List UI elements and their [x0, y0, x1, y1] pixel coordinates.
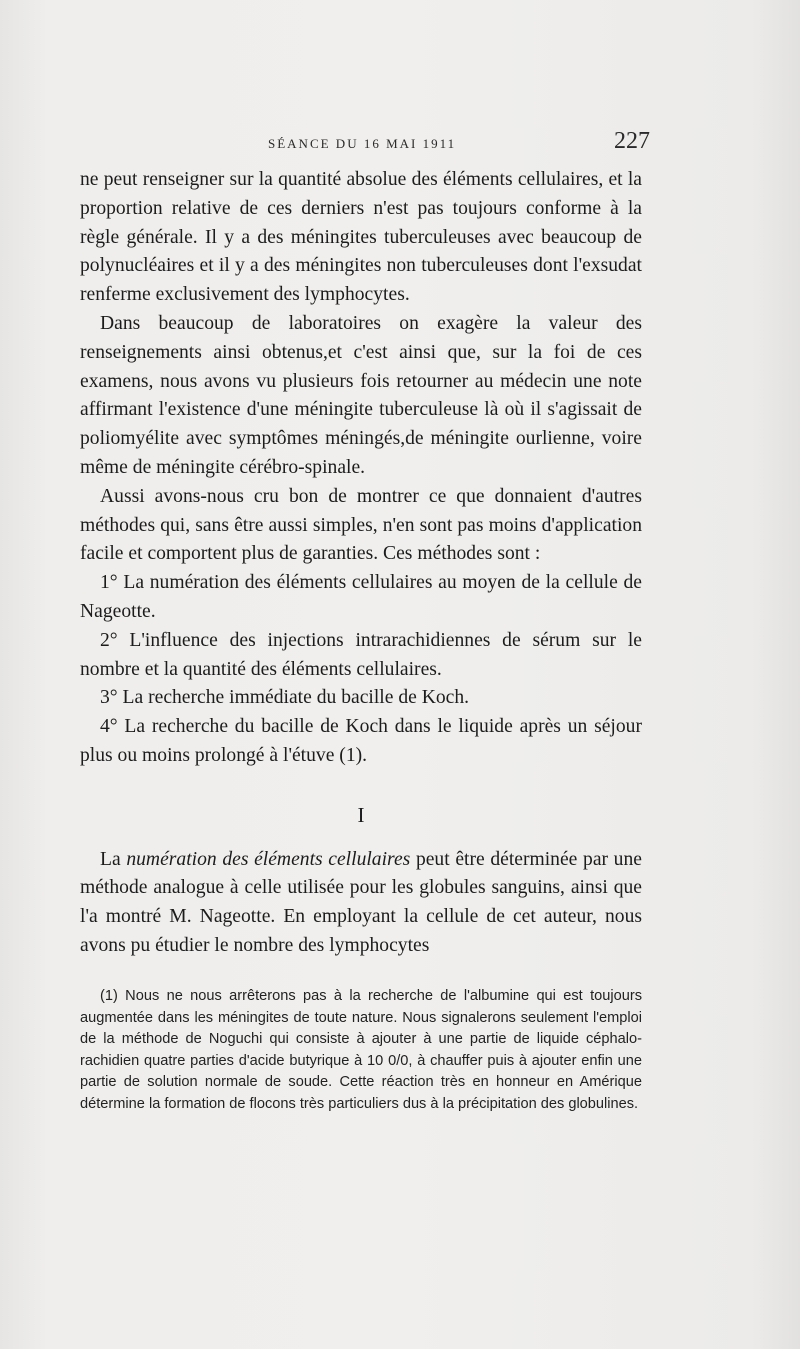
page-number: 227 [614, 128, 650, 154]
method-item-4: 4° La recherche du bacille de Koch dans le liquide après un séjour plus ou moins prolongé à l'étuve (1). [80, 716, 642, 766]
footnote-1: (1) Nous ne nous arrêterons pas à la recherche de l'albumine qui est toujours augmentée dans les méningites de toute nature. Nous signalerons seulement l'emploi de la méthode de Noguchi qui consiste à ajouter à une partie de liquide céphalo-rachidien quatre parties d'acide butyrique à 10 0/0, à chauffer puis à ajouter enfin une partie de solution normale de soude. Cette réaction très en honneur en Amérique détermine la formation de flocons très particuliers dus à la précipitation des globulines. [80, 988, 642, 1112]
paragraph-4 [80, 846, 642, 961]
method-item-1: 1° La numération des éléments cellulaires au moyen de la cellule de Nageotte. [80, 572, 642, 622]
running-head [80, 128, 650, 164]
footnotes [80, 986, 642, 1116]
paragraph-3: Aussi avons-nous cru bon de montrer ce que donnaient d'autres méthodes qui, sans être aussi simples, n'en sont pas moins d'application facile et comportent plus de garanties. Ces méthodes sont : [80, 485, 642, 565]
main-text [80, 166, 642, 961]
paragraph-4-rest: peut être déterminée par une méthode analogue à celle utilisée pour les globules sanguins, ainsi que l'a montré M. Nageotte. En employant la cellule de cet auteur, nous avons pu étudier le nombre des lymphocytes [80, 848, 642, 956]
method-item-2: 2° L'influence des injections intrarachidiennes de sérum sur le nombre et la quantité des éléments cellulaires. [80, 629, 642, 680]
paragraph-4-start: La [100, 848, 121, 870]
paragraph-2: Dans beaucoup de laboratoires on exagère la valeur des renseignements ainsi obtenus,et c'est ainsi que, sur la foi de ces examens, nous avons vu plusieurs fois retourner au médecin une note affirmant l'existence d'une méningite tuberculeuse là où il s'agissait de poliomyélite avec symptômes méningés,de méningite ourlienne, voire même de méningite cérébro-spinale. [80, 312, 642, 478]
running-title: SÉANCE DU 16 MAI 1911 [268, 136, 457, 151]
section-heading: I [357, 802, 365, 827]
method-item-3: 3° La recherche immédiate du bacille de Koch. [100, 687, 470, 709]
paragraph-1: ne peut renseigner sur la quantité absolue des éléments cellulaires, et la proportion relative de ces derniers n'est pas toujours conforme à la règle générale. Il y a des méningites tuberculeuses avec beaucoup de polynucléaires et il y a des méningites non tuberculeuses dont l'exsudat renferme exclusivement des lymphocytes. [80, 169, 642, 306]
paragraph-4-italic: numération des éléments cellulaires [126, 848, 411, 870]
